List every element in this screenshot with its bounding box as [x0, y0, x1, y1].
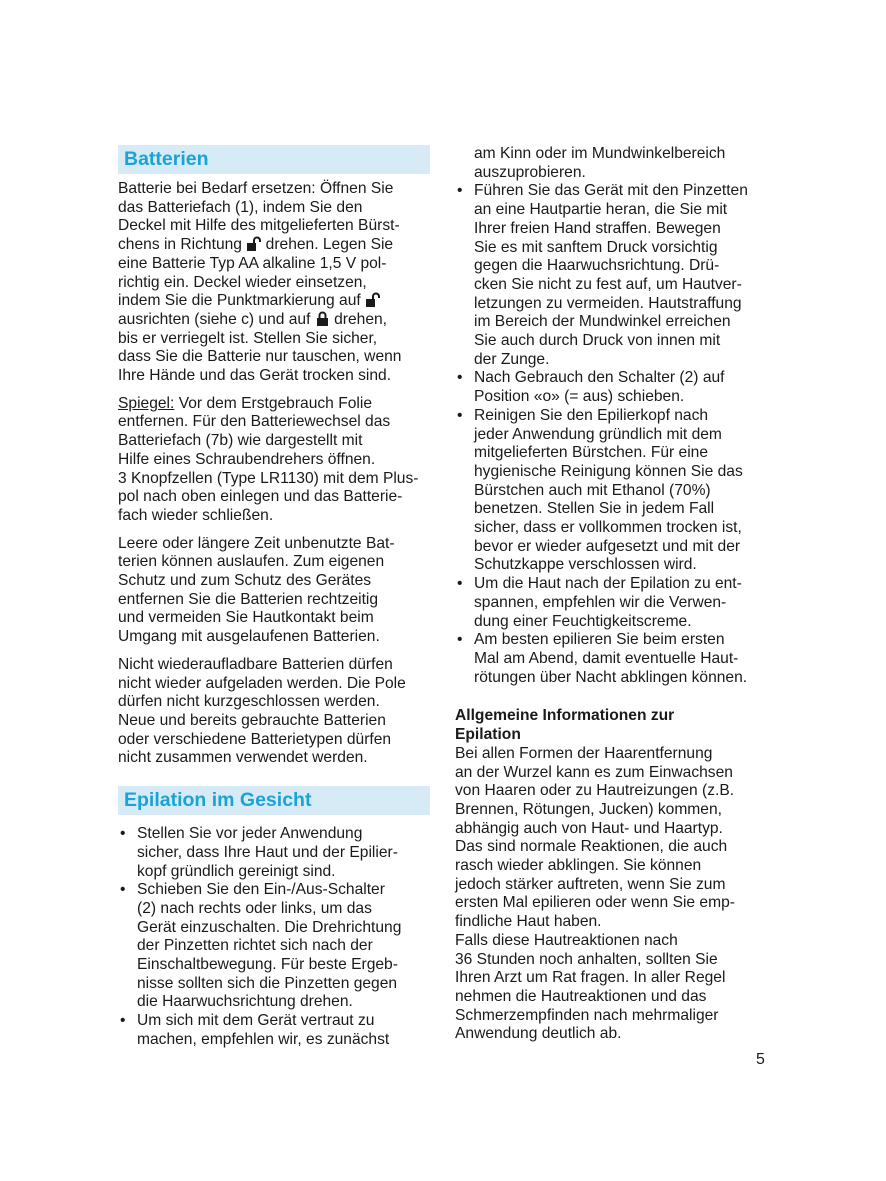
page-number: 5: [756, 1051, 765, 1068]
list-item: • Um sich mit dem Gerät vertraut zu machen, empfehlen wir, es zunächst: [118, 1012, 430, 1049]
list-item: • Schieben Sie den Ein-/Aus-Schalter (2) nach rechts oder links, um das Gerät einzuschalten. Die Drehrichtung der Pinzetten richtet sich nach der Einschaltbewegung. Für beste Ergeb- nisse sollten sich die Pinzetten gegen die Haarwuchsrichtung drehen.: [118, 881, 430, 1012]
unlock-icon: [246, 236, 261, 252]
mirror-label: Spiegel:: [118, 394, 175, 412]
list-item: • Führen Sie das Gerät mit den Pinzetten an eine Hautpartie heran, die Sie mit Ihrer freien Hand straffen. Bewegen Sie es mit sanftem Druck vorsichtig gegen die Haarwuchsrichtung. Drü- cken Sie nicht zu fest auf, um Hautver- letzungen zu vermeiden. Hautstraffung im Bereich der Mundwinkel erreichen Sie auch durch Druck von innen mit der Zunge.: [455, 182, 773, 369]
battery-paragraph: [118, 180, 430, 386]
recharge-warning-paragraph: Nicht wiederaufladbare Batterien dürfen nicht wieder aufgeladen werden. Die Pole dürfen nicht kurzgeschlossen werden. Neue und bereits gebrauchte Batterien oder verschiedene Batterietypen dürfen nicht zusammen verwendet werden.: [118, 655, 406, 767]
lock-icon: [315, 311, 330, 327]
leak-warning-paragraph: Leere oder längere Zeit unbenutzte Bat- terien können auslaufen. Zum eigenen Schutz und zum Schutz des Gerätes entfernen Sie die Batterien rechtzeitig und vermeiden Sie Hautkontakt beim Umgang mit ausgelaufenen Batterien.: [118, 534, 395, 646]
section-heading-batterien: Batterien: [118, 145, 430, 174]
list-item: • Reinigen Sie den Epilierkopf nach jeder Anwendung gründlich mit dem mitgelieferten Bürstchen. Für eine hygienische Reinigung können Sie das Bürstchen auch mit Ethanol (70%) benetzen. Stellen Sie in jedem Fall sicher, dass er vollkommen trocken ist, bevor er wieder aufgesetzt und mit der Schutzkappe verschlossen wird.: [455, 407, 773, 575]
list-item: • Nach Gebrauch den Schalter (2) auf Position «o» (= aus) schieben.: [455, 369, 773, 406]
info-paragraph: Bei allen Formen der Haarentfernung an der Wurzel kann es zum Einwachsen von Haaren oder zu Hautreizungen (z.B. Brennen, Rötungen, Jucken) kommen, abhängig auch von Haut- und Haartyp. Das sind normale Reaktionen, die auch rasch wieder abklingen. Sie können jedoch stärker auftreten, wenn Sie zum ersten Mal epilieren oder wenn Sie emp- findliche Haut haben. Falls diese Hautreaktionen nach 36 Stunden noch anhalten, sollten Sie Ihren Arzt um Rat fragen. In aller Regel nehmen die Hautreaktionen und das Schmerzempfinden nach mehrmaliger Anwendung deutlich ab.: [455, 744, 735, 1043]
battery-text-b: drehen. Legen Sie eine Batterie Typ AA alkaline 1,5 V pol- richtig ein. Deckel wieder einsetzen, indem Sie die Punktmarkierung auf: [118, 236, 394, 310]
battery-text-d: drehen, bis er verriegelt ist. Stellen Sie sicher, dass Sie die Batterie nur tauschen, wenn Ihre Hände und das Gerät trocken sind.: [118, 310, 402, 385]
left-column: [118, 145, 430, 1059]
list-item: • Um die Haut nach der Epilation zu ent- spannen, empfehlen wir die Verwen- dung einer Feuchtigkeitscreme.: [455, 575, 773, 631]
list-item: • Am besten epilieren Sie beim ersten Mal am Abend, damit eventuelle Haut- rötungen über Nacht abklingen können.: [455, 631, 773, 687]
unlock-icon: [365, 292, 380, 308]
epilation-bullet-list-left: [118, 825, 430, 1049]
battery-text-c: ausrichten (siehe c) und auf: [118, 310, 311, 328]
right-column: [455, 145, 773, 1053]
mirror-text: Vor dem Erstgebrauch Folie entfernen. Für den Batteriewechsel das Batteriefach (7b) wie dargestellt mit Hilfe eines Schraubendrehers öffnen. 3 Knopfzellen (Type LR1130) mit dem Plus- pol nach oben einlegen und das Batterie- fach wieder schließen.: [118, 394, 419, 524]
mirror-paragraph: [118, 395, 430, 526]
epilation-bullet-list-right: [455, 182, 773, 687]
battery-text-a: Batterie bei Bedarf ersetzen: Öffnen Sie das Batteriefach (1), indem Sie den Deckel mit Hilfe des mitgelieferten Bürst- chens in Richtung: [118, 180, 400, 254]
list-item: • Stellen Sie vor jeder Anwendung sicher, dass Ihre Haut und der Epilier- kopf gründlich gereinigt sind.: [118, 825, 430, 881]
section-heading-epilation: Epilation im Gesicht: [118, 786, 430, 815]
info-heading: Allgemeine Informationen zur Epilation: [455, 707, 675, 744]
bullet-continuation: am Kinn oder im Mundwinkelbereich auszuprobieren.: [474, 145, 726, 181]
